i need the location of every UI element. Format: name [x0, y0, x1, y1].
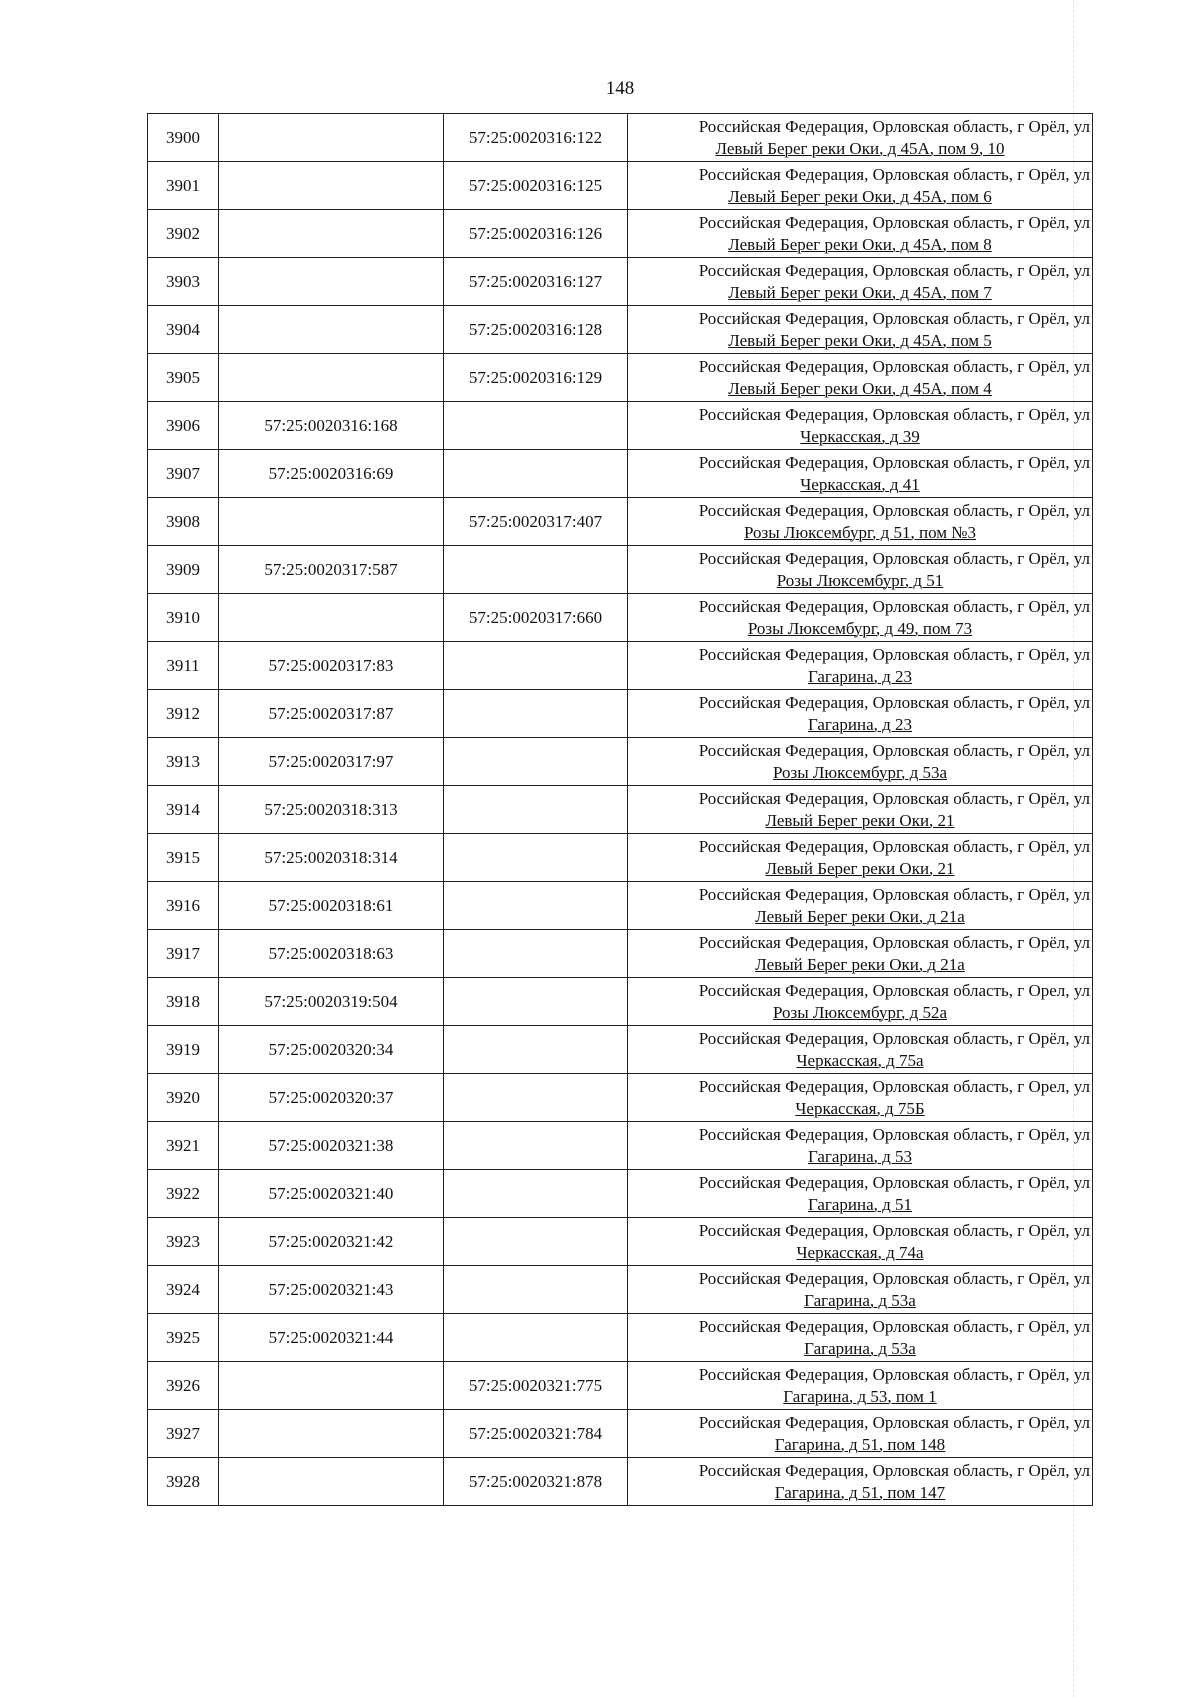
address-cell: [628, 1266, 1093, 1314]
cadastral-number-cell: [219, 354, 444, 402]
row-number-cell: 3917: [148, 930, 219, 978]
premises-cadastral-number-cell: 57:25:0020317:407: [444, 498, 628, 546]
address-cell: [628, 1314, 1093, 1362]
address-line-1: Российская Федерация, Орловская область, г Орел, ул: [698, 1076, 1090, 1096]
address-cell: [628, 402, 1093, 450]
address-cell: [628, 978, 1093, 1026]
address-line-1: Российская Федерация, Орловская область, г Орёл, ул: [698, 548, 1090, 568]
address-line-2: Гагарина, д 53а: [804, 1290, 916, 1310]
row-number-cell: 3926: [148, 1362, 219, 1410]
table-row: [148, 1074, 1093, 1122]
table-row: [148, 1458, 1093, 1506]
premises-cadastral-number-cell: [444, 978, 628, 1026]
address-line-1: Российская Федерация, Орловская область, г Орёл, ул: [698, 596, 1090, 616]
cadastral-number-cell: [219, 162, 444, 210]
address-line-2: Черкасская, д 75а: [796, 1050, 924, 1070]
address-line-2: Розы Люксембург, д 51: [776, 570, 944, 590]
table-row: [148, 930, 1093, 978]
premises-cadastral-number-cell: 57:25:0020321:878: [444, 1458, 628, 1506]
cadastral-number-cell: 57:25:0020321:40: [219, 1170, 444, 1218]
premises-cadastral-number-cell: 57:25:0020316:128: [444, 306, 628, 354]
address-cell: [628, 546, 1093, 594]
address-line-2: Розы Люксембург, д 52а: [772, 1002, 948, 1022]
address-line-2: Левый Берег реки Оки, д 45А, пом 9, 10: [715, 138, 1005, 158]
address-line-2: Розы Люксембург, д 49, пом 73: [747, 618, 973, 638]
table-row: [148, 1218, 1093, 1266]
cadastral-number-cell: 57:25:0020320:34: [219, 1026, 444, 1074]
premises-cadastral-number-cell: [444, 1074, 628, 1122]
table-row: [148, 1170, 1093, 1218]
address-line-2: Левый Берег реки Оки, д 21а: [755, 954, 965, 974]
table-row: [148, 258, 1093, 306]
address-line-2: Гагарина, д 53а: [804, 1338, 916, 1358]
address-cell: [628, 1410, 1093, 1458]
premises-cadastral-number-cell: 57:25:0020316:125: [444, 162, 628, 210]
premises-cadastral-number-cell: 57:25:0020316:129: [444, 354, 628, 402]
row-number-cell: 3910: [148, 594, 219, 642]
premises-cadastral-number-cell: [444, 834, 628, 882]
address-line-1: Российская Федерация, Орловская область, г Орёл, ул: [698, 740, 1090, 760]
address-line-1: Российская Федерация, Орловская область, г Орёл, ул: [698, 692, 1090, 712]
premises-cadastral-number-cell: [444, 546, 628, 594]
cadastral-number-cell: [219, 114, 444, 162]
premises-cadastral-number-cell: [444, 402, 628, 450]
cadastral-number-cell: 57:25:0020318:61: [219, 882, 444, 930]
table-row: [148, 690, 1093, 738]
address-line-1: Российская Федерация, Орловская область, г Орёл, ул: [698, 212, 1090, 232]
premises-cadastral-number-cell: [444, 642, 628, 690]
row-number-cell: 3912: [148, 690, 219, 738]
row-number-cell: 3907: [148, 450, 219, 498]
cadastral-number-cell: [219, 1410, 444, 1458]
table-row: [148, 162, 1093, 210]
premises-cadastral-number-cell: 57:25:0020317:660: [444, 594, 628, 642]
table-row: [148, 354, 1093, 402]
cadastral-number-cell: 57:25:0020317:87: [219, 690, 444, 738]
cadastral-number-cell: 57:25:0020316:168: [219, 402, 444, 450]
address-cell: [628, 1074, 1093, 1122]
row-number-cell: 3904: [148, 306, 219, 354]
address-line-1: Российская Федерация, Орловская область, г Орёл, ул: [698, 452, 1090, 472]
premises-cadastral-number-cell: [444, 1122, 628, 1170]
page-number: 148: [605, 78, 635, 99]
table-row: [148, 1266, 1093, 1314]
row-number-cell: 3902: [148, 210, 219, 258]
premises-cadastral-number-cell: 57:25:0020316:127: [444, 258, 628, 306]
address-line-2: Гагарина, д 53: [807, 1146, 913, 1166]
table-row: [148, 306, 1093, 354]
address-cell: [628, 162, 1093, 210]
row-number-cell: 3909: [148, 546, 219, 594]
address-line-1: Российская Федерация, Орловская область, г Орёл, ул: [698, 1124, 1090, 1144]
address-line-2: Розы Люксембург, д 51, пом №3: [744, 522, 976, 542]
row-number-cell: 3924: [148, 1266, 219, 1314]
address-line-1: Российская Федерация, Орловская область, г Орёл, ул: [698, 1172, 1090, 1192]
table-row: [148, 546, 1093, 594]
address-line-1: Российская Федерация, Орловская область, г Орёл, ул: [698, 1028, 1090, 1048]
table-row: [148, 1026, 1093, 1074]
row-number-cell: 3920: [148, 1074, 219, 1122]
address-line-2: Гагарина, д 51, пом 148: [774, 1434, 946, 1454]
address-line-1: Российская Федерация, Орловская область, г Орёл, ул: [698, 116, 1090, 136]
table-row: [148, 1362, 1093, 1410]
address-line-2: Левый Берег реки Оки, д 45А, пом 6: [728, 186, 992, 206]
address-line-1: Российская Федерация, Орловская область, г Орел, ул: [698, 980, 1090, 1000]
address-line-2: Левый Берег реки Оки, д 45А, пом 8: [728, 234, 992, 254]
premises-cadastral-number-cell: [444, 930, 628, 978]
row-number-cell: 3918: [148, 978, 219, 1026]
cadastral-number-cell: 57:25:0020321:43: [219, 1266, 444, 1314]
cadastral-number-cell: [219, 210, 444, 258]
table-row: [148, 114, 1093, 162]
address-line-1: Российская Федерация, Орловская область, г Орёл, ул: [698, 932, 1090, 952]
address-cell: [628, 1026, 1093, 1074]
cadastral-number-cell: 57:25:0020317:97: [219, 738, 444, 786]
address-line-1: Российская Федерация, Орловская область, г Орёл, ул: [698, 164, 1090, 184]
row-number-cell: 3928: [148, 1458, 219, 1506]
row-number-cell: 3908: [148, 498, 219, 546]
row-number-cell: 3914: [148, 786, 219, 834]
cadastral-number-cell: [219, 306, 444, 354]
address-cell: [628, 450, 1093, 498]
address-cell: [628, 834, 1093, 882]
address-line-2: Левый Берег реки Оки, 21: [765, 810, 955, 830]
address-line-2: Черкасская, д 74а: [796, 1242, 924, 1262]
address-line-2: Левый Берег реки Оки, д 45А, пом 4: [728, 378, 992, 398]
address-line-2: Левый Берег реки Оки, 21: [765, 858, 955, 878]
address-line-2: Гагарина, д 53, пом 1: [783, 1386, 937, 1406]
address-line-2: Черкасская, д 39: [800, 426, 920, 446]
premises-cadastral-number-cell: [444, 1170, 628, 1218]
address-line-1: Российская Федерация, Орловская область, г Орёл, ул: [698, 1316, 1090, 1336]
cadastral-number-cell: 57:25:0020317:83: [219, 642, 444, 690]
address-cell: [628, 498, 1093, 546]
premises-cadastral-number-cell: 57:25:0020316:126: [444, 210, 628, 258]
cadastral-number-cell: 57:25:0020318:314: [219, 834, 444, 882]
premises-cadastral-number-cell: [444, 1314, 628, 1362]
cadastral-number-cell: 57:25:0020320:37: [219, 1074, 444, 1122]
premises-cadastral-number-cell: [444, 738, 628, 786]
premises-cadastral-number-cell: 57:25:0020321:775: [444, 1362, 628, 1410]
cadastral-number-cell: [219, 1362, 444, 1410]
address-line-1: Российская Федерация, Орловская область, г Орёл, ул: [698, 404, 1090, 424]
address-line-1: Российская Федерация, Орловская область, г Орёл, ул: [698, 1364, 1090, 1384]
address-cell: [628, 882, 1093, 930]
cadastral-number-cell: [219, 1458, 444, 1506]
address-cell: [628, 306, 1093, 354]
row-number-cell: 3927: [148, 1410, 219, 1458]
table-row: [148, 450, 1093, 498]
premises-cadastral-number-cell: [444, 882, 628, 930]
address-line-1: Российская Федерация, Орловская область, г Орёл, ул: [698, 788, 1090, 808]
premises-cadastral-number-cell: 57:25:0020321:784: [444, 1410, 628, 1458]
row-number-cell: 3906: [148, 402, 219, 450]
table-row: [148, 882, 1093, 930]
address-line-2: Розы Люксембург, д 53а: [772, 762, 948, 782]
address-cell: [628, 354, 1093, 402]
table-row: [148, 498, 1093, 546]
address-cell: [628, 1170, 1093, 1218]
address-line-1: Российская Федерация, Орловская область, г Орёл, ул: [698, 308, 1090, 328]
table-row: [148, 834, 1093, 882]
address-cell: [628, 1458, 1093, 1506]
table-row: [148, 402, 1093, 450]
row-number-cell: 3919: [148, 1026, 219, 1074]
row-number-cell: 3916: [148, 882, 219, 930]
address-line-2: Левый Берег реки Оки, д 45А, пом 7: [728, 282, 992, 302]
table-row: [148, 786, 1093, 834]
address-cell: [628, 786, 1093, 834]
premises-cadastral-number-cell: [444, 450, 628, 498]
cadastral-number-cell: [219, 594, 444, 642]
address-line-1: Российская Федерация, Орловская область, г Орёл, ул: [698, 500, 1090, 520]
address-line-2: Гагарина, д 23: [807, 714, 913, 734]
address-line-2: Гагарина, д 23: [807, 666, 913, 686]
address-line-1: Российская Федерация, Орловская область, г Орёл, ул: [698, 644, 1090, 664]
address-line-2: Левый Берег реки Оки, д 45А, пом 5: [728, 330, 992, 350]
cadastral-number-cell: 57:25:0020318:313: [219, 786, 444, 834]
row-number-cell: 3903: [148, 258, 219, 306]
address-cell: [628, 594, 1093, 642]
premises-cadastral-number-cell: [444, 690, 628, 738]
address-cell: [628, 1362, 1093, 1410]
row-number-cell: 3900: [148, 114, 219, 162]
table-row: [148, 210, 1093, 258]
row-number-cell: 3901: [148, 162, 219, 210]
address-line-2: Черкасская, д 75Б: [795, 1098, 925, 1118]
premises-cadastral-number-cell: [444, 1026, 628, 1074]
address-cell: [628, 642, 1093, 690]
premises-cadastral-number-cell: [444, 786, 628, 834]
row-number-cell: 3925: [148, 1314, 219, 1362]
table-row: [148, 738, 1093, 786]
address-line-1: Российская Федерация, Орловская область, г Орёл, ул: [698, 1268, 1090, 1288]
address-line-1: Российская Федерация, Орловская область, г Орёл, ул: [698, 1412, 1090, 1432]
address-cell: [628, 258, 1093, 306]
address-line-1: Российская Федерация, Орловская область, г Орёл, ул: [698, 1460, 1090, 1480]
cadastral-number-cell: 57:25:0020321:38: [219, 1122, 444, 1170]
cadastral-number-cell: [219, 258, 444, 306]
cadastral-number-cell: 57:25:0020321:44: [219, 1314, 444, 1362]
table-row: [148, 1410, 1093, 1458]
cadastral-number-cell: 57:25:0020321:42: [219, 1218, 444, 1266]
row-number-cell: 3922: [148, 1170, 219, 1218]
cadastral-number-cell: 57:25:0020318:63: [219, 930, 444, 978]
address-cell: [628, 210, 1093, 258]
address-cell: [628, 1218, 1093, 1266]
row-number-cell: 3913: [148, 738, 219, 786]
address-line-1: Российская Федерация, Орловская область, г Орёл, ул: [698, 836, 1090, 856]
cadastral-number-cell: 57:25:0020317:587: [219, 546, 444, 594]
address-cell: [628, 1122, 1093, 1170]
cadastral-number-cell: 57:25:0020316:69: [219, 450, 444, 498]
table-row: [148, 594, 1093, 642]
table-row: [148, 978, 1093, 1026]
table-row: [148, 1314, 1093, 1362]
address-cell: [628, 930, 1093, 978]
address-line-1: Российская Федерация, Орловская область, г Орёл, ул: [698, 1220, 1090, 1240]
address-line-2: Левый Берег реки Оки, д 21а: [755, 906, 965, 926]
row-number-cell: 3905: [148, 354, 219, 402]
address-cell: [628, 738, 1093, 786]
premises-cadastral-number-cell: [444, 1218, 628, 1266]
address-line-2: Черкасская, д 41: [800, 474, 920, 494]
row-number-cell: 3911: [148, 642, 219, 690]
table-row: [148, 642, 1093, 690]
row-number-cell: 3921: [148, 1122, 219, 1170]
address-line-2: Гагарина, д 51, пом 147: [774, 1482, 946, 1502]
address-cell: [628, 690, 1093, 738]
premises-cadastral-number-cell: 57:25:0020316:122: [444, 114, 628, 162]
row-number-cell: 3923: [148, 1218, 219, 1266]
premises-cadastral-number-cell: [444, 1266, 628, 1314]
address-line-1: Российская Федерация, Орловская область, г Орёл, ул: [698, 884, 1090, 904]
table-row: [148, 1122, 1093, 1170]
registry-table-body: [148, 114, 1093, 1506]
address-line-1: Российская Федерация, Орловская область, г Орёл, ул: [698, 356, 1090, 376]
address-cell: [628, 114, 1093, 162]
registry-table: [147, 113, 1093, 1506]
address-line-1: Российская Федерация, Орловская область, г Орёл, ул: [698, 260, 1090, 280]
cadastral-number-cell: [219, 498, 444, 546]
row-number-cell: 3915: [148, 834, 219, 882]
address-line-2: Гагарина, д 51: [807, 1194, 913, 1214]
cadastral-number-cell: 57:25:0020319:504: [219, 978, 444, 1026]
